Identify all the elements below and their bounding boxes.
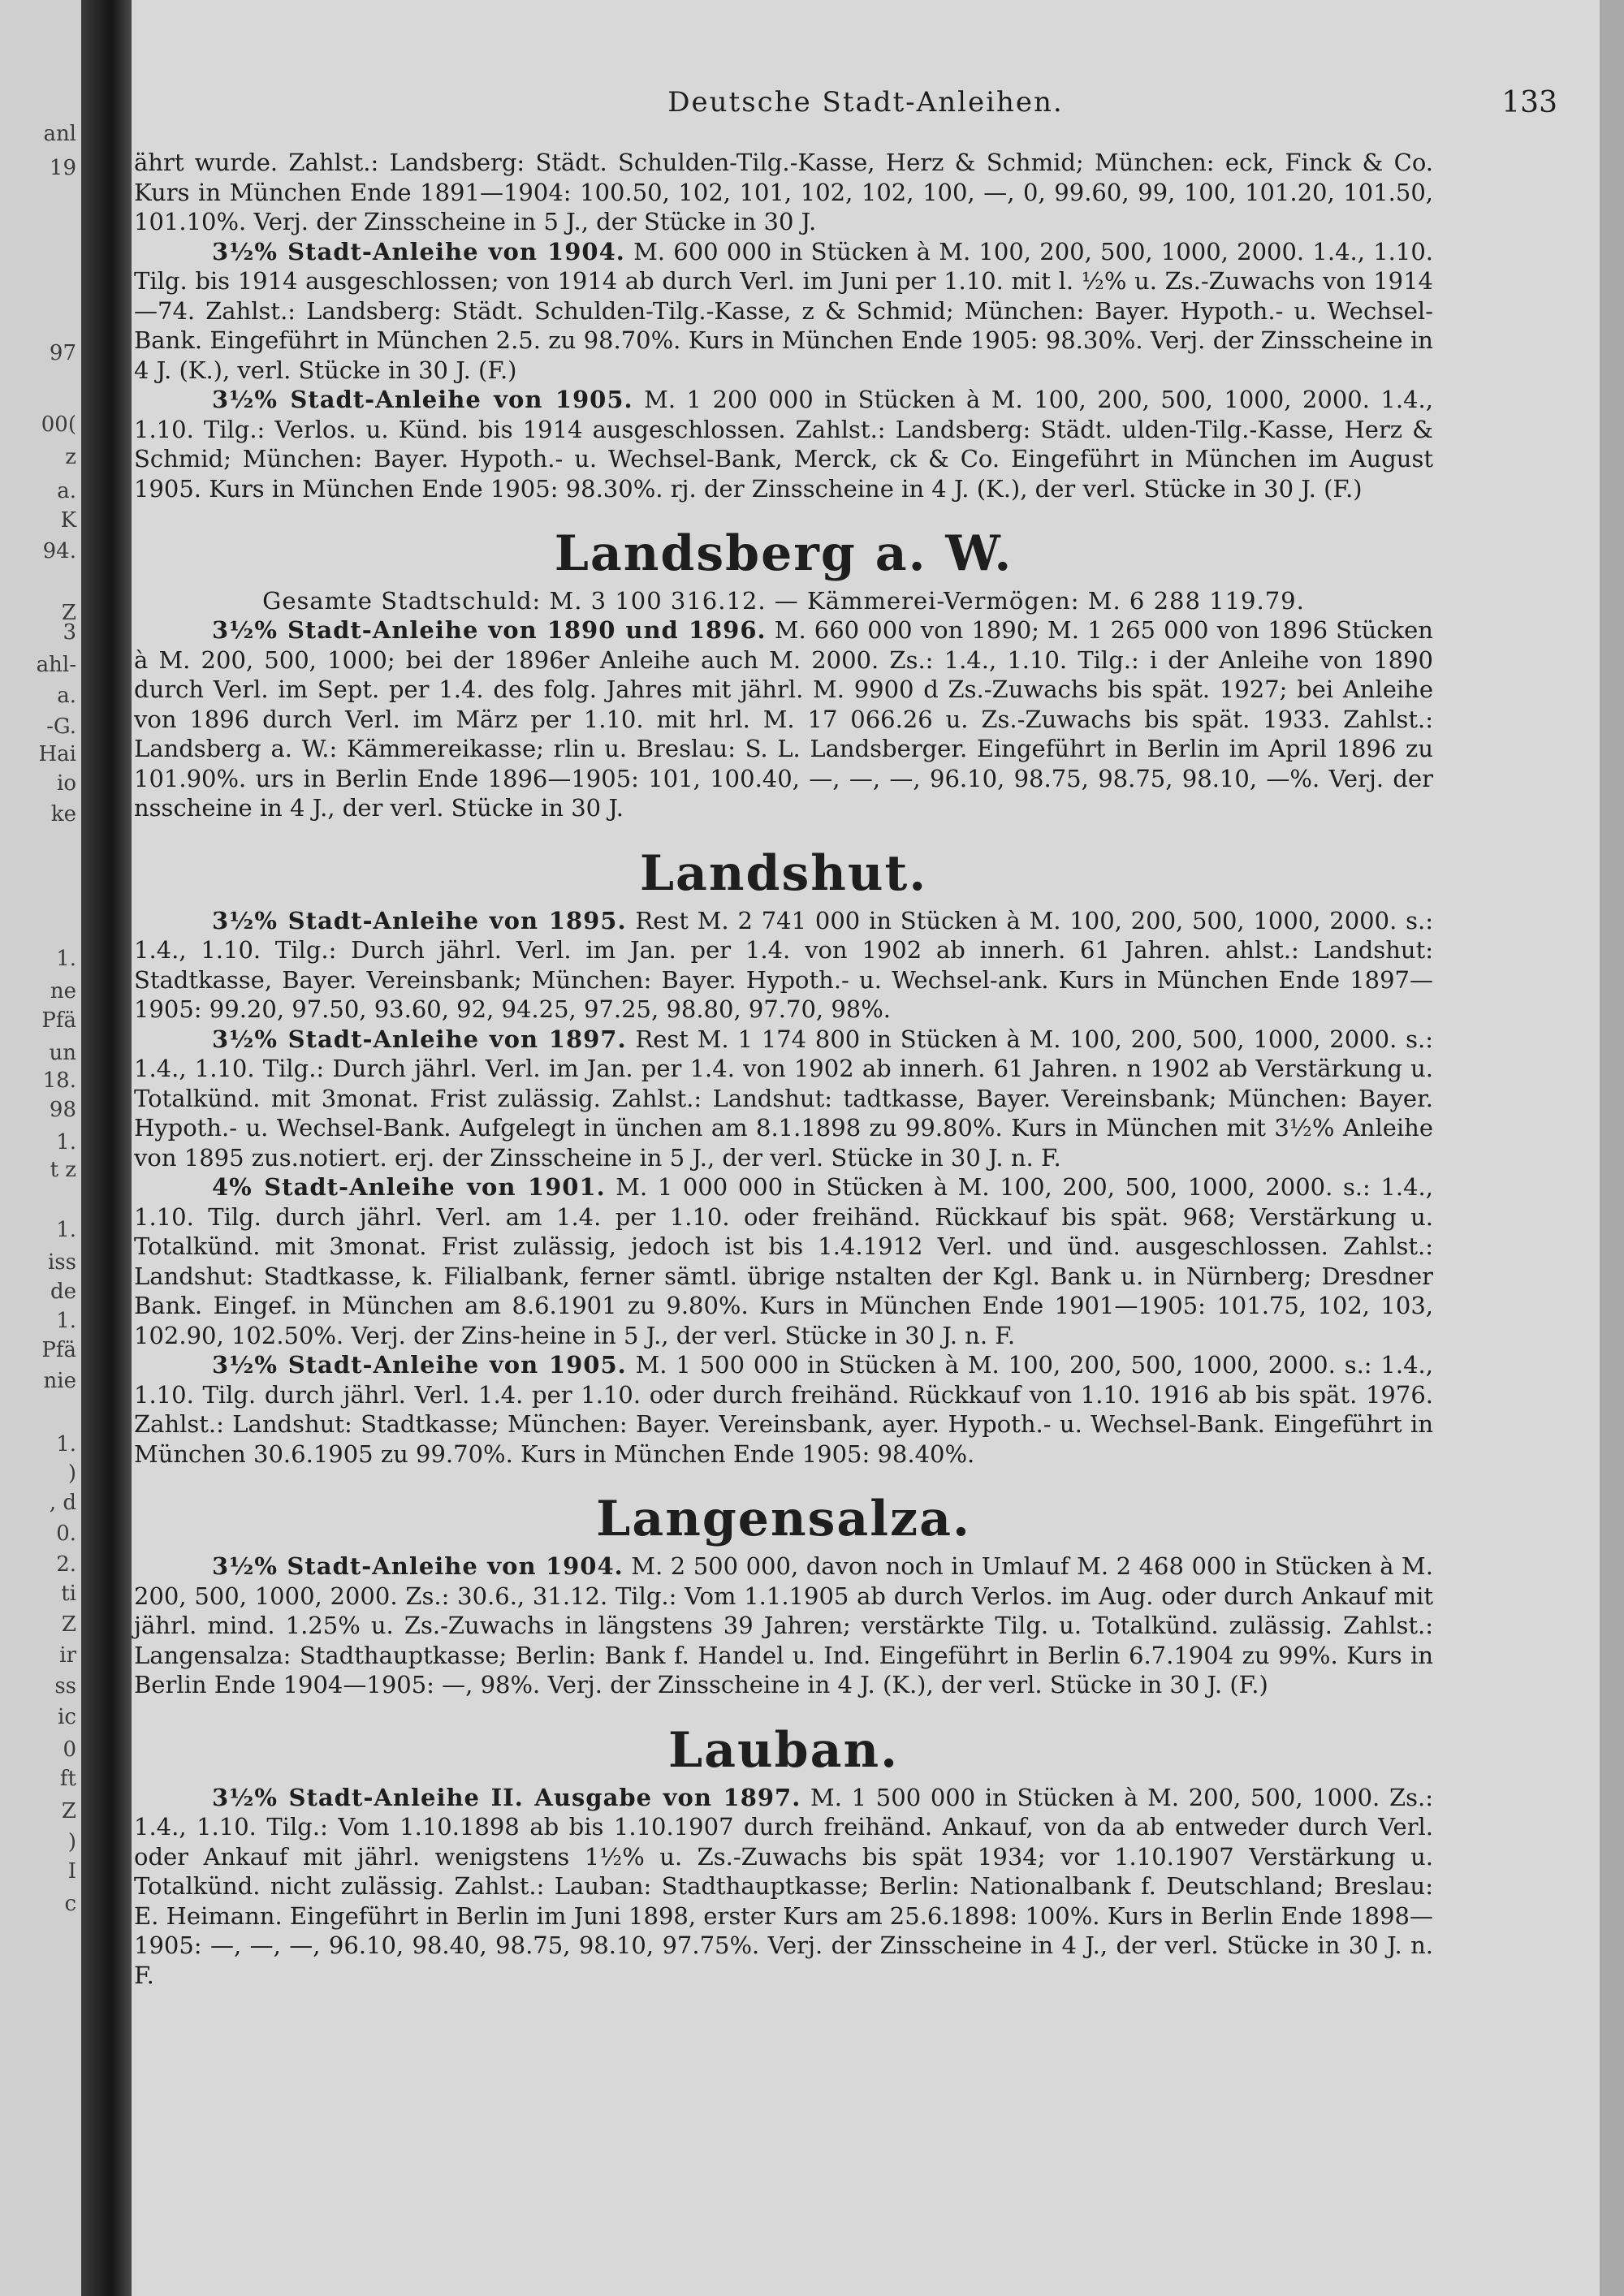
facing-page-fragment: z: [65, 445, 76, 469]
page-content: [132, 148, 1433, 1990]
bond-entry: [134, 906, 1433, 1025]
city-section: [134, 524, 1433, 823]
facing-page-fragment: 2.: [56, 1552, 76, 1577]
facing-page-fragment: Z: [61, 1612, 76, 1637]
facing-page-fragment: de: [50, 1280, 76, 1304]
bond-title: 3½% Stadt-Anleihe von 1904.: [212, 1552, 624, 1580]
facing-page-fragment: K: [60, 508, 76, 533]
bond-title: 3½% Stadt-Anleihe von 1890 und 1896.: [212, 616, 767, 644]
facing-page-fragment: ): [67, 1461, 76, 1486]
bond-title: 3½% Stadt-Anleihe von 1897.: [212, 1025, 627, 1053]
facing-page-fragment: 19: [49, 156, 76, 180]
bond-title: 3½% Stadt-Anleihe II. Ausgabe von 1897.: [212, 1783, 801, 1811]
facing-page-fragment: ft: [59, 1767, 76, 1791]
bond-details: Rest M. 1 174 800 in Stücken à M. 100, 200, 500, 1000, 2000. s.: 1.4., 1.10. Tilg.: Durch jährl. Verl. im Jan. per 1.4. von 1902 ab innerh. 61 Jahren. n 1902 ab Verstärkung u. Totalkünd. mit 3monat. Frist zulässig. Zahlst.: Landshut: tadtkasse, Bayer. Vereinsbank; München: Bayer. Hypoth.- u. Wechsel-Bank. Aufgelegt in ünchen am 8.1.1898 zu 99.80%. Kurs in München mit 3½% Anleihe von 1895 zus.notiert. erj. der Zinsscheine in 5 J., der verl. Stücke in 30 J. n. F.: [134, 1025, 1433, 1172]
bond-title: 3½% Stadt-Anleihe von 1905.: [212, 1351, 627, 1379]
facing-page-fragment: ic: [58, 1705, 76, 1729]
city-heading: Lauban.: [667, 1721, 900, 1779]
facing-page-fragment: Hai: [38, 742, 76, 766]
facing-page-fragment: ti: [61, 1582, 76, 1606]
facing-page-fragment: Pfä: [41, 1338, 76, 1362]
bond-entry: [134, 1172, 1433, 1350]
facing-page-fragment: ss: [54, 1674, 76, 1698]
bond-entry: [134, 1025, 1433, 1173]
bond-title: 4% Stadt-Anleihe von 1901.: [212, 1173, 606, 1201]
bond-details: M. 600 000 in Stücken à M. 100, 200, 500, 1000, 2000. 1.4., 1.10. Tilg. bis 1914 ausgeschlossen; von 1914 ab durch Verl. im Juni per 1.10. mit l. ½% u. Zs.-Zuwachs von 1914—74. Zahlst.: Landsberg: Städt. Schulden-Tilg.-Kasse, z & Schmid; München: Bayer. Hypoth.- u. Wechsel-Bank. Eingeführt in München 2.5. zu 98.70%. Kurs in München Ende 1905: 98.30%. Verj. der Zinsscheine in 4 J. (K.), verl. Stücke in 30 J. (F.): [134, 237, 1433, 384]
facing-page-fragment: iss: [47, 1250, 76, 1275]
running-title: Deutsche Stadt-Anleihen.: [667, 86, 1064, 119]
facing-page-fragment: 1.: [56, 1432, 76, 1457]
facing-page-fragment: ir: [59, 1643, 76, 1668]
facing-page-fragment: c: [64, 1892, 76, 1916]
page-edge-right: [1600, 0, 1624, 2296]
bond-entry: [134, 1783, 1433, 1991]
facing-page-fragment: , d: [49, 1491, 76, 1515]
bond-title: 3½% Stadt-Anleihe von 1895.: [212, 906, 627, 934]
facing-page-fragment: un: [49, 1041, 76, 1065]
facing-page-fragment: 18.: [42, 1068, 76, 1093]
bond-entry: [134, 1552, 1433, 1700]
facing-page-fragment: Pfä: [41, 1008, 76, 1033]
city-heading: Langensalza.: [596, 1491, 971, 1547]
facing-page-fragment: 1.: [56, 947, 76, 971]
page-header: [132, 86, 1600, 122]
facing-page-fragment: 1.: [56, 1309, 76, 1333]
facing-page-fragment: 1.: [56, 1130, 76, 1154]
facing-page-fragment: Z: [61, 601, 76, 625]
facing-page-fragment: t z: [50, 1158, 76, 1182]
facing-page-fragment: 0.: [56, 1521, 76, 1546]
city-heading: Landsberg a. W.: [554, 525, 1013, 582]
bond-details: M. 2 500 000, davon noch in Umlauf M. 2 468 000 in Stücken à M. 200, 500, 1000, 2000. Zs.: 30.6., 31.12. Tilg.: Vom 1.1.1905 ab durch Verlos. im Aug. oder durch Ankauf mit jährl. mind. 1.25% u. Zs.-Zuwachs in längstens 39 Jahren; verstärkte Tilg. u. Totalkünd. zulässig. Zahlst.: Langensalza: Stadthauptkasse; Berlin: Bank f. Handel u. Ind. Eingeführt in Berlin 6.7.1904 zu 99%. Kurs in Berlin Ende 1904—1905: —, 98%. Verj. der Zinsscheine in 4 J. (K.), der verl. Stücke in 30 J. (F.): [134, 1552, 1433, 1698]
facing-page-fragment: anl: [43, 122, 76, 146]
facing-page-fragment: 00(: [41, 412, 76, 437]
page-number: 133: [1501, 86, 1557, 119]
facing-page-fragment: 3: [63, 620, 76, 645]
facing-page-fragment: nie: [43, 1369, 76, 1393]
bond-title: 3½% Stadt-Anleihe von 1905.: [212, 386, 633, 413]
bond-details: Rest M. 2 741 000 in Stücken à M. 100, 200, 500, 1000, 2000. s.: 1.4., 1.10. Tilg.: Durch jährl. Verl. im Jan. per 1.4. von 1902 ab innerh. 61 Jahren. ahlst.: Landshut: Stadtkasse, Bayer. Vereinsbank; München: Bayer. Hypoth.- u. Wechsel-ank. Kurs in München Ende 1897—1905: 99.20, 97.50, 93.60, 92, 94.25, 97.25, 98.80, 97.70, 98%.: [134, 906, 1433, 1023]
book-page: [132, 0, 1600, 2296]
facing-page-fragment: ne: [50, 979, 76, 1003]
facing-page-fragment: ahl-: [36, 653, 76, 677]
city-section: [134, 1490, 1433, 1700]
facing-page-fragment: io: [57, 771, 76, 796]
facing-page-fragment: Z: [61, 1799, 76, 1823]
facing-page-fragment: I: [67, 1859, 76, 1884]
city-section: [134, 1721, 1433, 1991]
bond-details: M. 1 500 000 in Stücken à M. 100, 200, 500, 1000, 2000. s.: 1.4., 1.10. Tilg. durch jährl. Verl. 1.4. per 1.10. oder durch freihänd. Rückkauf von 1.10. 1916 ab bis spät. 1976. Zahlst.: Landshut: Stadtkasse; München: Bayer. Vereinsbank, ayer. Hypoth.- u. Wechsel-Bank. Eingeführt in München 30.6.1905 zu 99.70%. Kurs in München Ende 1905: 98.40%.: [134, 1351, 1433, 1468]
facing-page-fragment: ): [67, 1830, 76, 1854]
bond-entry: [134, 148, 1433, 237]
facing-page-fragment: 98: [49, 1098, 76, 1122]
bond-entry: [134, 385, 1433, 503]
facing-page-fragment: a.: [57, 479, 76, 503]
bond-details: M. 1 200 000 in Stücken à M. 100, 200, 500, 1000, 2000. 1.4., 1.10. Tilg.: Verlos. u. Künd. bis 1914 ausgeschlossen. Zahlst.: Landsberg: Städt. ulden-Tilg.-Kasse, Herz & Schmid; München: Bayer. Hypoth.- u. Wechsel-Bank, Merck, ck & Co. Eingeführt in München im August 1905. Kurs in München Ende 1905: 98.30%. rj. der Zinsscheine in 4 J. (K.), der verl. Stücke in 30 J. (F.): [134, 386, 1433, 503]
bond-entry: [134, 615, 1433, 823]
city-heading: Landshut.: [639, 844, 928, 902]
city-section: [134, 844, 1433, 1470]
bond-details: M. 660 000 von 1890; M. 1 265 000 von 1896 Stücken à M. 200, 500, 1000; bei der 1896er Anleihe auch M. 2000. Zs.: 1.4., 1.10. Tilg.: i der Anleihe von 1890 durch Verl. im Sept. per 1.4. des folg. Jahres mit jährl. M. 9900 d Zs.-Zuwachs bis spät. 1927; bei Anleihe von 1896 durch Verl. im März per 1.10. mit hrl. M. 17 066.26 u. Zs.-Zuwachs bis spät. 1933. Zahlst.: Landsberg a. W.: Kämmereikasse; rlin u. Breslau: S. L. Landsberger. Eingeführt in Berlin im April 1896 zu 101.90%. urs in Berlin Ende 1896—1905: 101, 100.40, —, —, —, 96.10, 98.75, 98.75, 98.10, —%. Verj. der nsscheine in 4 J., der verl. Stücke in 30 J.: [134, 616, 1433, 822]
facing-page-fragment: ke: [50, 802, 76, 826]
facing-page-edge: [0, 0, 81, 2296]
bond-details: M. 1 500 000 in Stücken à M. 200, 500, 1000. Zs.: 1.4., 1.10. Tilg.: Vom 1.10.1898 ab bis 1.10.1907 durch freihänd. Ankauf, von da ab entweder durch Verl. oder Ankauf mit jährl. wenigstens 1½% u. Zs.-Zuwachs bis spät 1934; vor 1.10.1907 Verstärkung u. Totalkünd. nicht zulässig. Zahlst.: Lauban: Stadthauptkasse; Berlin: Nationalbank f. Deutschland; Breslau: E. Heimann. Eingeführt in Berlin im Juni 1898, erster Kurs am 25.6.1898: 100%. Kurs in Berlin Ende 1898—1905: —, —, —, 96.10, 98.40, 98.75, 98.10, 97.75%. Verj. der Zinsscheine in 4 J., der verl. Stücke in 30 J. n. F.: [134, 1783, 1433, 1989]
facing-page-fragment: 94.: [42, 539, 76, 563]
bond-details: ährt wurde. Zahlst.: Landsberg: Städt. Schulden-Tilg.-Kasse, Herz & Schmid; München: eck, Finck & Co. Kurs in München Ende 1891—1904: 100.50, 102, 101, 102, 102, 100, —, 0, 99.60, 99, 100, 101.20, 101.50, 101.10%. Verj. der Zinsscheine in 5 J., der Stücke in 30 J.: [134, 149, 1433, 235]
bond-details: M. 1 000 000 in Stücken à M. 100, 200, 500, 1000, 2000. s.: 1.4., 1.10. Tilg. durch jährl. Verl. am 1.4. per 1.10. oder freihänd. Rückkauf bis spät. 968; Verstärkung u. Totalkünd. mit 3monat. Frist zulässig, jedoch ist bis 1.4.1912 Verl. und ünd. ausgeschlossen. Zahlst.: Landshut: Stadtkasse, k. Filialbank, ferner sämtl. übrige nstalten der Kgl. Bank u. in Nürnberg; Dresdner Bank. Eingef. in München am 8.6.1901 zu 9.80%. Kurs in München Ende 1901—1905: 101.75, 102, 103, 102.90, 102.50%. Verj. der Zins-heine in 5 J., der verl. Stücke in 30 J. n. F.: [134, 1173, 1433, 1349]
bond-title: 3½% Stadt-Anleihe von 1904.: [212, 237, 625, 265]
book-gutter: [81, 0, 132, 2296]
bond-entry: [134, 1350, 1433, 1469]
facing-page-fragment: a.: [57, 684, 76, 708]
facing-page-fragment: 1.: [56, 1218, 76, 1242]
facing-page-fragment: 97: [49, 341, 76, 365]
bond-entry: [134, 237, 1433, 386]
facing-page-fragment: 0: [63, 1737, 76, 1762]
facing-page-fragment: -G.: [46, 714, 76, 739]
debt-summary: Gesamte Stadtschuld: M. 3 100 316.12. — Kämmerei-Vermögen: M. 6 288 119.79.: [262, 587, 1305, 615]
